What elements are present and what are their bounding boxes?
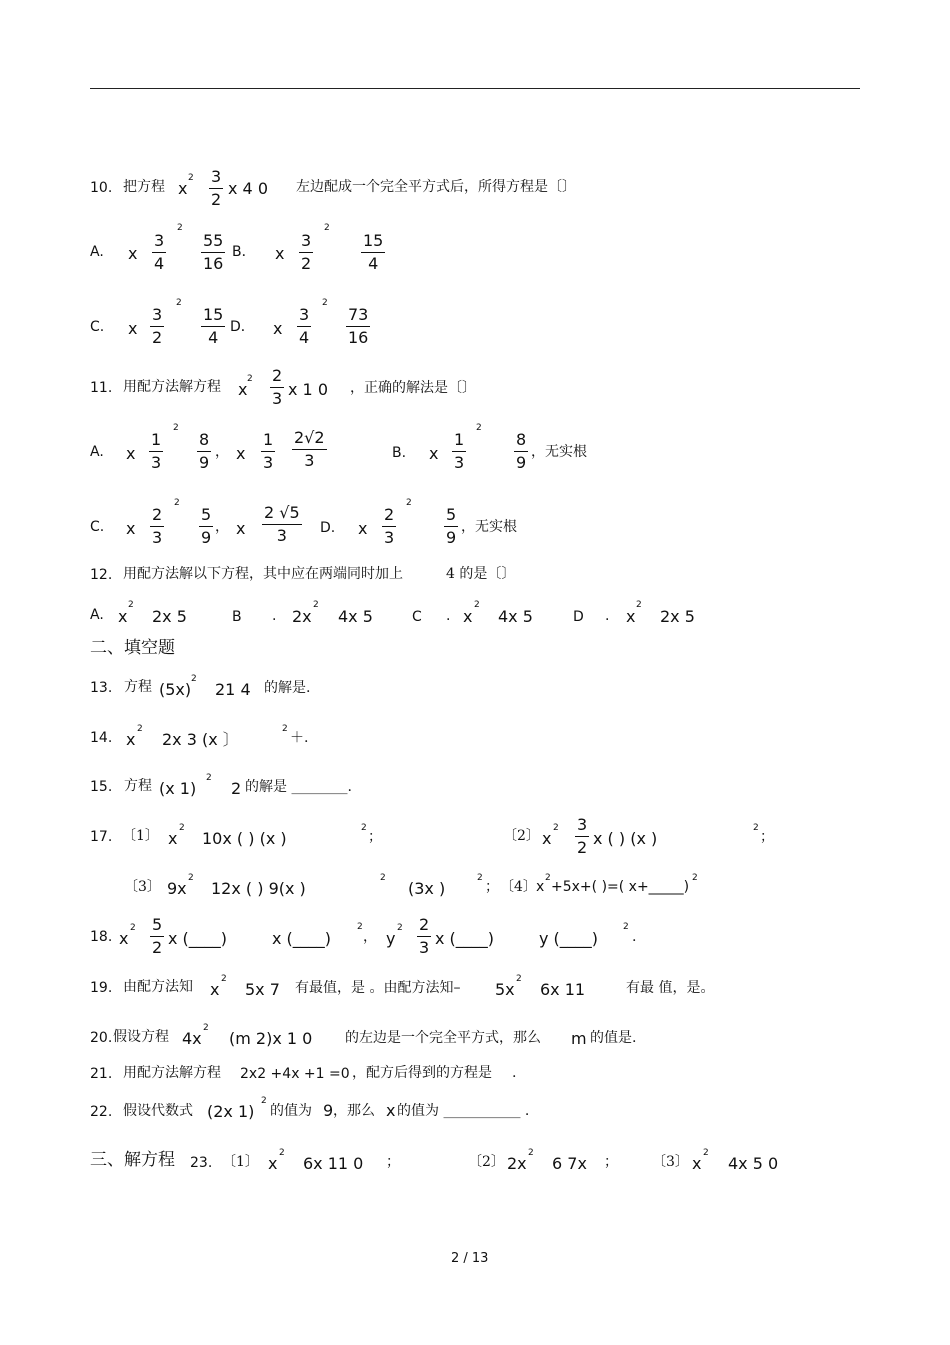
exponent: 2 (545, 873, 551, 883)
math-var: x (273, 319, 283, 338)
exponent: 2 (623, 922, 629, 932)
math-var: x (128, 319, 138, 338)
math-expr: 12x ( ) 9(x ) (211, 879, 306, 898)
math-expr: 21 4 (215, 680, 251, 699)
math-expr: x (____) (272, 929, 332, 948)
fraction: 73 16 (348, 305, 369, 347)
section-heading-solve: 三、解方程 (90, 1150, 175, 1170)
math-expr: y (____) (539, 929, 599, 948)
option-label: D． (230, 319, 255, 335)
math-var: 5x (495, 980, 515, 999)
math-var: y (386, 929, 396, 948)
comma: ， (363, 929, 377, 945)
math-expr: (3x ) (408, 879, 446, 898)
math-expr: 6x 11 (540, 980, 586, 999)
exponent: 2 (703, 1148, 709, 1158)
fraction: 2 √5 3 (264, 503, 300, 545)
exponent: 2 (753, 823, 759, 833)
fraction: 3 4 (154, 231, 165, 273)
math-expr: 6 7x (552, 1154, 587, 1173)
math-expr: 2x 5 (152, 607, 187, 626)
exponent: 2 (261, 1096, 267, 1106)
question-lead: 方程 (124, 778, 152, 794)
page-number: 2 / 13 (451, 1251, 489, 1266)
math-var: x (126, 444, 136, 463)
exponent: 2 (282, 724, 288, 734)
question-number: 13. (90, 680, 113, 696)
math-var: x (118, 607, 128, 626)
dot: . (605, 608, 610, 624)
question-number: 18. (90, 929, 113, 945)
option-label: A. (90, 244, 104, 260)
math-expr: 4x 5 (338, 607, 373, 626)
exponent: 2 (324, 223, 330, 233)
math-var: x (128, 244, 138, 263)
math-var: x (542, 829, 552, 848)
question-text: 用配方法解以下方程，其中应在两端同时加上 (123, 566, 403, 582)
dot: . (272, 608, 277, 624)
math-expr: x 4 0 (228, 179, 268, 198)
math-expr: 2x 5 (660, 607, 695, 626)
exponent: 2 (221, 974, 227, 984)
exponent: 2 (279, 1148, 285, 1158)
option-label: C. (90, 319, 105, 335)
math-var: x (536, 879, 545, 895)
fraction: 5 9 (201, 505, 212, 547)
exponent: 2 (692, 873, 698, 883)
question-lead: 方程 (124, 679, 152, 695)
math-expr: x ( ) (x ) (593, 829, 658, 848)
comma: ， (215, 444, 229, 460)
math-expr: 6x 11 0 (303, 1154, 364, 1173)
question-number: 21. (90, 1066, 113, 1082)
fraction: 15 4 (203, 305, 224, 347)
exponent: 2 (361, 823, 367, 833)
option-text: ，无实根 (531, 444, 587, 460)
exponent: 2 (474, 600, 480, 610)
math-var: x (463, 607, 473, 626)
question-text: 的解是 ________. (245, 779, 352, 795)
header-rule (90, 88, 860, 89)
fraction: 8 9 (516, 430, 527, 472)
exponent: 2 (130, 923, 136, 933)
question-text: ，配方后得到的方程是 (352, 1065, 492, 1081)
fraction: 2 3 (272, 366, 283, 408)
math-expr: 5x 7 (245, 980, 280, 999)
exponent: 2 (380, 873, 386, 883)
exponent: 2 (397, 923, 403, 933)
question-text: ＋. (290, 730, 309, 746)
question-number: 11. (90, 380, 113, 396)
math-expr: (m 2)x 1 0 (229, 1029, 313, 1048)
option-label: A. (90, 607, 104, 623)
option-label: B． (232, 244, 256, 260)
math-var: 4x (182, 1029, 202, 1048)
question-lead: 用配方法解方程 (123, 1065, 221, 1081)
math-var: x (119, 929, 129, 948)
comma: ， (215, 519, 229, 535)
math-var: x (238, 380, 248, 399)
exponent: 2 (128, 600, 134, 610)
fraction: 8 9 (199, 430, 210, 472)
question-text: ，那么 (333, 1103, 375, 1119)
math-var: x (386, 1101, 396, 1120)
part-label: 〔1〕 (122, 828, 159, 844)
question-number: 17. (90, 829, 113, 845)
option-label: D. (320, 520, 336, 536)
math-expr: (5x) (159, 680, 192, 699)
exponent: 2 (137, 724, 143, 734)
fraction: 5 9 (446, 505, 457, 547)
semicolon: ； (485, 879, 499, 895)
question-number: 15. (90, 779, 113, 795)
exponent: 2 (206, 773, 212, 783)
question-text: 的值是. (590, 1030, 637, 1046)
question-number: 14. (90, 730, 113, 746)
option-label: C. (90, 519, 105, 535)
dot: . (446, 608, 451, 624)
question-lead: 由配方法知 (123, 979, 193, 995)
option-label: B. (392, 445, 407, 461)
part-label: 〔3〕 (124, 879, 161, 895)
math-var: x (268, 1154, 278, 1173)
math-expr: x 1 0 (288, 380, 328, 399)
part-label: 〔4〕 (500, 879, 537, 895)
math-expr: (2x 1) (207, 1102, 255, 1121)
option-label: A. (90, 444, 104, 460)
question-text: ，正确的解法是〔〕 (350, 380, 476, 396)
exponent: 2 (636, 600, 642, 610)
question-lead: 假设代数式 (123, 1103, 193, 1119)
math-var: x (692, 1154, 702, 1173)
fraction: 2 3 (419, 915, 430, 957)
fraction: 3 4 (299, 305, 310, 347)
question-lead: 假设方程 (113, 1029, 169, 1045)
section-heading-fill-in: 二、填空题 (90, 638, 175, 658)
semicolon: ； (368, 829, 382, 845)
semicolon: ； (386, 1154, 400, 1170)
math-expr: 10x ( ) (x ) (202, 829, 287, 848)
math-var: x (210, 980, 220, 999)
exponent: 2 (247, 374, 253, 384)
exponent: 2 (176, 298, 182, 308)
math-var: x (126, 519, 136, 538)
math-expr: 4x 5 (498, 607, 533, 626)
question-number: 20. (90, 1030, 113, 1046)
exponent: 2 (188, 873, 194, 883)
fraction: 1 3 (263, 430, 274, 472)
dot: . (512, 1065, 517, 1081)
question-number: 23. (190, 1155, 213, 1171)
math-value: 9 (323, 1101, 334, 1120)
part-label: 〔3〕 (652, 1154, 689, 1170)
math-expr: (x 1) (159, 779, 197, 798)
exponent: 2 (179, 823, 185, 833)
math-expr: x (____) (435, 929, 495, 948)
question-text: 4 的是〔〕 (446, 566, 516, 582)
exponent: 2 (528, 1148, 534, 1158)
exponent: 2 (174, 498, 180, 508)
part-label: 〔2〕 (468, 1154, 505, 1170)
question-number: 22. (90, 1104, 113, 1120)
math-expr: +5x+( )=( x+_____) (551, 879, 690, 895)
math-var: x (168, 829, 178, 848)
math-var: 2x (292, 607, 312, 626)
math-var: x (275, 244, 285, 263)
exponent: 2 (477, 873, 483, 883)
exponent: 2 (357, 922, 363, 932)
exponent: 2 (188, 173, 194, 183)
math-var: 2x (507, 1154, 527, 1173)
question-number: 10. (90, 180, 113, 196)
dot: . (632, 929, 637, 945)
part-label: 〔2〕 (503, 828, 540, 844)
fraction: 3 2 (211, 167, 222, 209)
fraction: 5 2 (152, 915, 163, 957)
option-label: B (232, 609, 242, 625)
question-lead: 用配方法解方程 (123, 379, 221, 395)
math-expr: 4x 5 0 (728, 1154, 779, 1173)
option-text: ，无实根 (461, 519, 517, 535)
part-label: 〔1〕 (222, 1154, 259, 1170)
semicolon: ； (760, 829, 774, 845)
question-text: 有最值，是 。由配方法知– (295, 980, 461, 996)
math-var: 9x (167, 879, 187, 898)
math-expr: 2 (231, 779, 242, 798)
math-var: x (358, 519, 368, 538)
exponent: 2 (203, 1023, 209, 1033)
question-lead: 把方程 (123, 179, 165, 195)
math-var: x (126, 730, 136, 749)
exponent: 2 (516, 974, 522, 984)
fraction: 3 2 (301, 231, 312, 273)
exponent: 2 (313, 600, 319, 610)
question-text: 的左边是一个完全平方式，那么 (345, 1030, 541, 1046)
question-number: 19. (90, 980, 113, 996)
math-var: x (429, 444, 439, 463)
fraction: 15 4 (363, 231, 384, 273)
question-text: 左边配成一个完全平方式后，所得方程是〔〕 (296, 179, 576, 195)
question-text: 的值为 ___________ . (397, 1103, 530, 1119)
semicolon: ； (604, 1154, 618, 1170)
math-expr: 2x 3 (x 〕 (162, 730, 239, 749)
fraction: 2 3 (384, 505, 395, 547)
fraction: 2√2 3 (294, 428, 325, 470)
math-expr: 2x2 +4x +1 =0 (240, 1066, 350, 1082)
exponent: 2 (177, 223, 183, 233)
fraction: 55 16 (203, 231, 224, 273)
exponent: 2 (322, 298, 328, 308)
exponent: 2 (406, 498, 412, 508)
math-var: x (626, 607, 636, 626)
exponent: 2 (553, 823, 559, 833)
math-var: x (178, 179, 188, 198)
fraction: 3 2 (152, 305, 163, 347)
fraction: 3 2 (577, 815, 588, 857)
exponent: 2 (173, 423, 179, 433)
fraction: 1 3 (454, 430, 465, 472)
math-var: x (236, 444, 246, 463)
question-text: 的解是. (264, 680, 311, 696)
fraction: 2 3 (152, 505, 163, 547)
question-number: 12. (90, 567, 113, 583)
question-text: 有最 值，是。 (626, 980, 715, 996)
question-text: 的值为 (270, 1103, 312, 1119)
exponent: 2 (476, 423, 482, 433)
fraction: 1 3 (151, 430, 162, 472)
exponent: 2 (191, 674, 197, 684)
math-expr: x (____) (168, 929, 228, 948)
math-var: x (236, 519, 246, 538)
option-label: D (573, 609, 584, 625)
math-var: m (571, 1029, 587, 1048)
option-label: C (412, 609, 422, 625)
